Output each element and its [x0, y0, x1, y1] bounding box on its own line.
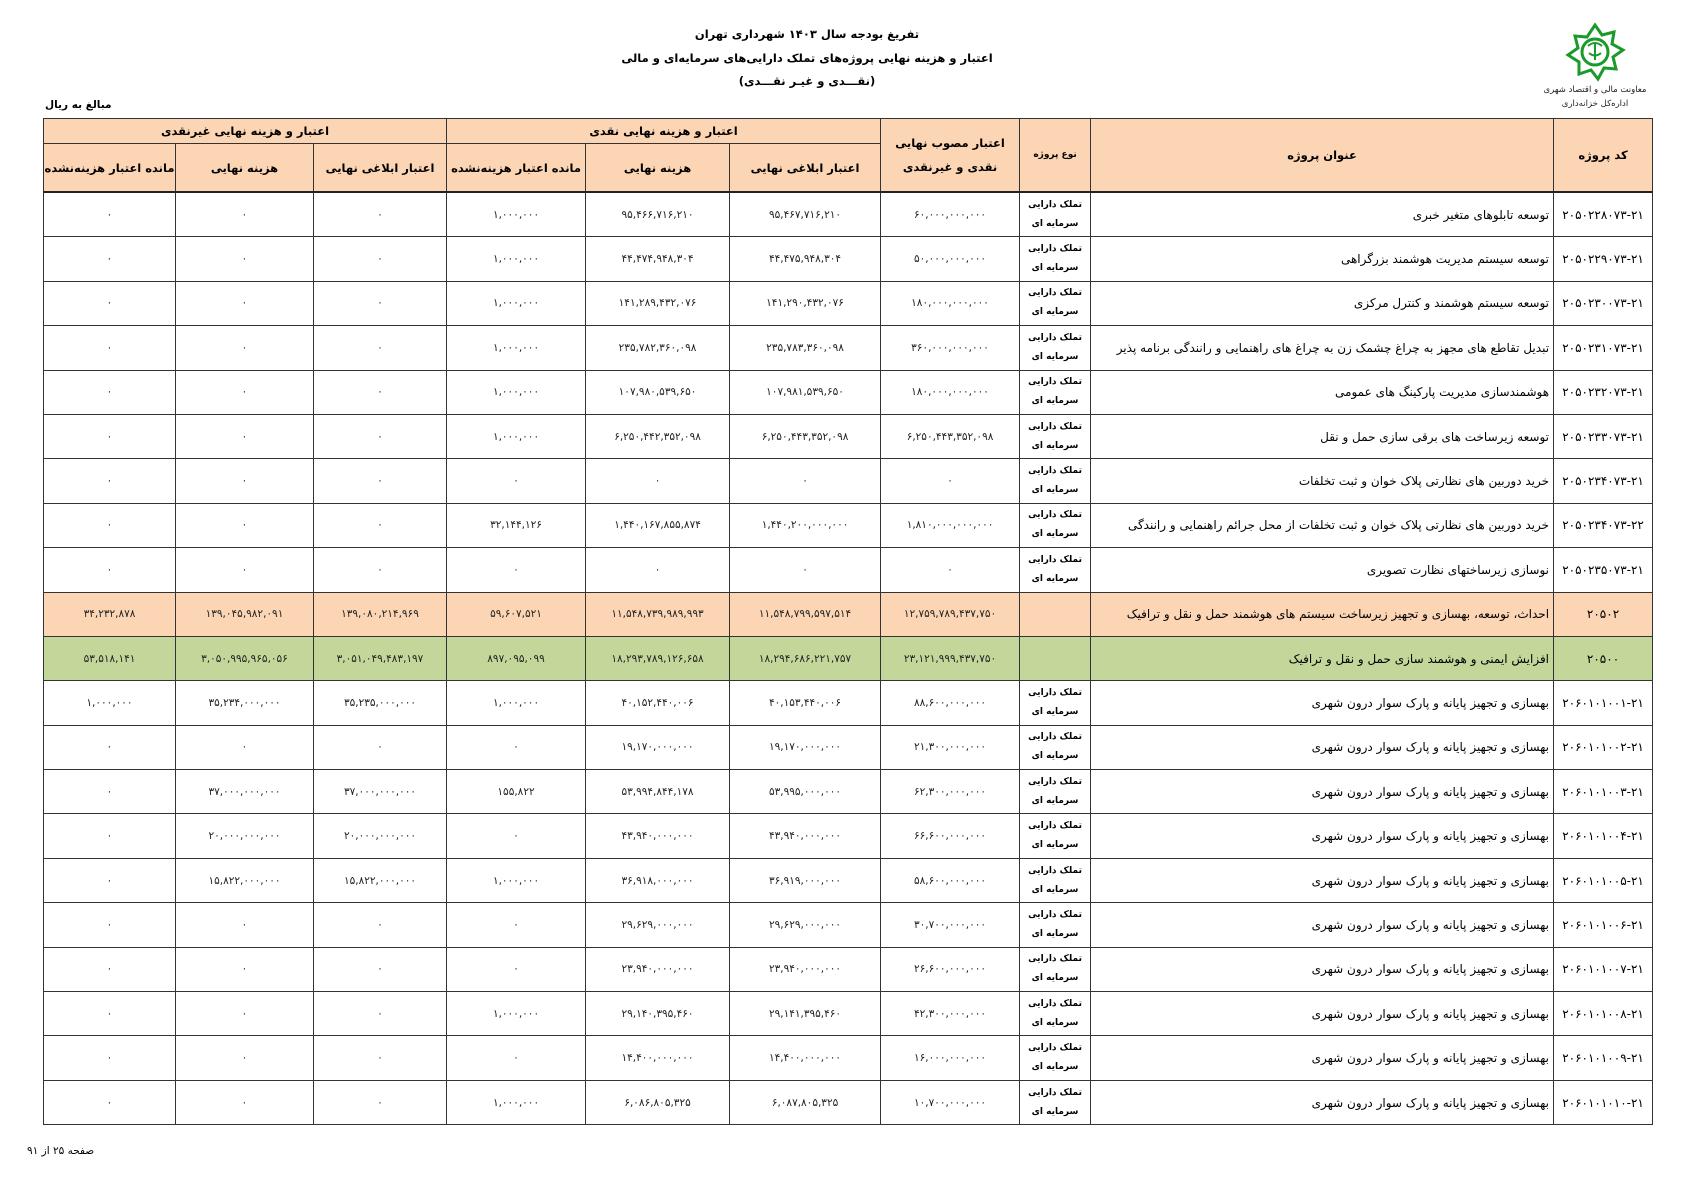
cash-notified: ۰	[730, 548, 881, 592]
project-title: بهسازی و تجهیز پایانه و پارک سوار درون شهری	[1091, 1080, 1554, 1124]
table-row	[44, 192, 1653, 237]
cash-final-cost: ۱۴,۴۰۰,۰۰۰,۰۰۰	[586, 1036, 730, 1080]
noncash-notified: ۲۰,۰۰۰,۰۰۰,۰۰۰	[314, 814, 447, 858]
cash-notified: ۹۵,۴۶۷,۷۱۶,۲۱۰	[730, 192, 881, 237]
cash-final-cost: ۲۹,۱۴۰,۳۹۵,۴۶۰	[586, 992, 730, 1036]
noncash-notified: ۰	[314, 992, 447, 1036]
project-type-line: سرمایه ای	[1031, 795, 1079, 806]
project-type	[1020, 1036, 1091, 1080]
project-type-line: تملک دارایی	[1028, 776, 1082, 787]
cash-notified: ۲۹,۶۲۹,۰۰۰,۰۰۰	[730, 903, 881, 947]
cash-remaining: ۱,۰۰۰,۰۰۰	[447, 1080, 586, 1124]
cash-notified: ۵۳,۹۹۵,۰۰۰,۰۰۰	[730, 770, 881, 814]
project-type	[1020, 992, 1091, 1036]
noncash-final-cost: ۰	[176, 503, 314, 547]
col-header-type: نوع پروژه	[1020, 119, 1091, 193]
noncash-notified: ۰	[314, 459, 447, 503]
noncash-remaining: ۰	[44, 1036, 176, 1080]
project-code: ۲۰۵۰۲۳۳۰۷۳-۲۱	[1554, 414, 1653, 458]
approved-credit: ۳۶۰,۰۰۰,۰۰۰,۰۰۰	[881, 326, 1020, 370]
noncash-final-cost: ۳۵,۲۳۴,۰۰۰,۰۰۰	[176, 681, 314, 725]
col-header-cash-final-cost: هزینه نهایی	[586, 144, 730, 193]
cash-remaining: ۱,۰۰۰,۰۰۰	[447, 192, 586, 237]
noncash-remaining: ۰	[44, 903, 176, 947]
noncash-notified: ۳۵,۲۳۵,۰۰۰,۰۰۰	[314, 681, 447, 725]
noncash-notified: ۰	[314, 414, 447, 458]
project-type	[1020, 1080, 1091, 1124]
project-type	[1020, 192, 1091, 237]
project-type-line: تملک دارایی	[1028, 821, 1082, 832]
project-title: بهسازی و تجهیز پایانه و پارک سوار درون شهری	[1091, 681, 1554, 725]
noncash-final-cost: ۰	[176, 414, 314, 458]
noncash-remaining: ۰	[44, 814, 176, 858]
cash-remaining: ۰	[447, 725, 586, 769]
noncash-final-cost: ۰	[176, 1036, 314, 1080]
noncash-final-cost: ۰	[176, 992, 314, 1036]
cash-final-cost: ۰	[586, 459, 730, 503]
noncash-remaining: ۰	[44, 192, 176, 237]
noncash-final-cost: ۰	[176, 237, 314, 281]
col-header-title: عنوان پروژه	[1091, 119, 1554, 193]
cash-remaining: ۱۵۵,۸۲۲	[447, 770, 586, 814]
project-type-line: تملک دارایی	[1028, 909, 1082, 920]
project-code: ۲۰۶۰۱۰۱۰۱۰-۲۱	[1554, 1080, 1653, 1124]
table-row	[44, 858, 1653, 902]
project-title: بهسازی و تجهیز پایانه و پارک سوار درون شهری	[1091, 947, 1554, 991]
noncash-final-cost: ۰	[176, 281, 314, 325]
cash-remaining: ۱,۰۰۰,۰۰۰	[447, 414, 586, 458]
noncash-final-cost: ۰	[176, 370, 314, 414]
col-header-noncash-remaining: مانده اعتبار هزینه‌نشده	[44, 144, 176, 193]
project-type-line: سرمایه ای	[1031, 351, 1079, 362]
noncash-remaining: ۰	[44, 370, 176, 414]
cash-final-cost: ۲۳۵,۷۸۲,۳۶۰,۰۹۸	[586, 326, 730, 370]
cash-notified: ۳۶,۹۱۹,۰۰۰,۰۰۰	[730, 858, 881, 902]
table-row	[44, 681, 1653, 725]
project-type	[1020, 326, 1091, 370]
project-title: خرید دوربین های نظارتی پلاک خوان و ثبت تخلفات از محل جرائم راهنمایی و رانندگی	[1091, 503, 1554, 547]
project-title: بهسازی و تجهیز پایانه و پارک سوار درون شهری	[1091, 725, 1554, 769]
project-type	[1020, 592, 1091, 636]
project-type-line: سرمایه ای	[1031, 751, 1079, 762]
tehran-municipality-logo	[1562, 22, 1628, 84]
currency-note: مبالغ به ریال	[45, 99, 112, 111]
project-type-line: سرمایه ای	[1031, 307, 1079, 318]
cash-final-cost: ۱۴۱,۲۸۹,۴۳۲,۰۷۶	[586, 281, 730, 325]
cash-remaining: ۱,۰۰۰,۰۰۰	[447, 281, 586, 325]
cash-notified: ۴۰,۱۵۳,۴۴۰,۰۰۶	[730, 681, 881, 725]
noncash-final-cost: ۰	[176, 947, 314, 991]
approved-credit: ۰	[881, 459, 1020, 503]
noncash-remaining: ۰	[44, 548, 176, 592]
cash-remaining: ۱,۰۰۰,۰۰۰	[447, 858, 586, 902]
table-row	[44, 459, 1653, 503]
noncash-remaining: ۳۴,۲۳۲,۸۷۸	[44, 592, 176, 636]
col-header-approved: اعتبار مصوب نهایی نقدی و غیرنقدی	[881, 119, 1020, 193]
cash-notified: ۱۹,۱۷۰,۰۰۰,۰۰۰	[730, 725, 881, 769]
project-type-line: سرمایه ای	[1031, 928, 1079, 939]
noncash-remaining: ۰	[44, 414, 176, 458]
approved-credit: ۲۳,۱۲۱,۹۹۹,۴۳۷,۷۵۰	[881, 636, 1020, 680]
noncash-notified: ۰	[314, 370, 447, 414]
project-title: افزایش ایمنی و هوشمند سازی حمل و نقل و ترافیک	[1091, 636, 1554, 680]
noncash-remaining: ۰	[44, 725, 176, 769]
table-row	[44, 814, 1653, 858]
noncash-notified: ۰	[314, 503, 447, 547]
approved-credit: ۶,۲۵۰,۴۴۳,۳۵۲,۰۹۸	[881, 414, 1020, 458]
project-code: ۲۰۶۰۱۰۱۰۰۲-۲۱	[1554, 725, 1653, 769]
project-type	[1020, 681, 1091, 725]
cash-notified: ۲۳,۹۴۰,۰۰۰,۰۰۰	[730, 947, 881, 991]
noncash-remaining: ۱,۰۰۰,۰۰۰	[44, 681, 176, 725]
project-type	[1020, 725, 1091, 769]
approved-credit: ۱۰,۷۰۰,۰۰۰,۰۰۰	[881, 1080, 1020, 1124]
project-code: ۲۰۶۰۱۰۱۰۰۸-۲۱	[1554, 992, 1653, 1036]
table-row	[44, 548, 1653, 592]
budget-table	[43, 118, 1653, 1125]
approved-credit: ۶۶,۶۰۰,۰۰۰,۰۰۰	[881, 814, 1020, 858]
approved-credit: ۱۲,۷۵۹,۷۸۹,۴۳۷,۷۵۰	[881, 592, 1020, 636]
noncash-final-cost: ۲۰,۰۰۰,۰۰۰,۰۰۰	[176, 814, 314, 858]
noncash-notified: ۳,۰۵۱,۰۴۹,۴۸۳,۱۹۷	[314, 636, 447, 680]
cash-final-cost: ۹۵,۴۶۶,۷۱۶,۲۱۰	[586, 192, 730, 237]
noncash-notified: ۱۳۹,۰۸۰,۲۱۴,۹۶۹	[314, 592, 447, 636]
total-row	[44, 636, 1653, 680]
cash-final-cost: ۱۰۷,۹۸۰,۵۳۹,۶۵۰	[586, 370, 730, 414]
noncash-remaining: ۰	[44, 947, 176, 991]
approved-credit: ۴۲,۳۰۰,۰۰۰,۰۰۰	[881, 992, 1020, 1036]
cash-remaining: ۱,۰۰۰,۰۰۰	[447, 326, 586, 370]
cash-notified: ۱۱,۵۴۸,۷۹۹,۵۹۷,۵۱۴	[730, 592, 881, 636]
project-code: ۲۰۵۰۲۲۸۰۷۳-۲۱	[1554, 192, 1653, 237]
noncash-notified: ۰	[314, 281, 447, 325]
col-group-noncash: اعتبار و هزینه نهایی غیرنقدی	[44, 119, 447, 144]
cash-notified: ۶,۲۵۰,۴۴۳,۳۵۲,۰۹۸	[730, 414, 881, 458]
project-title: بهسازی و تجهیز پایانه و پارک سوار درون شهری	[1091, 1036, 1554, 1080]
project-code: ۲۰۶۰۱۰۱۰۰۳-۲۱	[1554, 770, 1653, 814]
project-code: ۲۰۵۰۲۳۲۰۷۳-۲۱	[1554, 370, 1653, 414]
cash-remaining: ۰	[447, 814, 586, 858]
noncash-final-cost: ۳,۰۵۰,۹۹۵,۹۶۵,۰۵۶	[176, 636, 314, 680]
project-code: ۲۰۶۰۱۰۱۰۰۴-۲۱	[1554, 814, 1653, 858]
approved-credit: ۱۶,۰۰۰,۰۰۰,۰۰۰	[881, 1036, 1020, 1080]
project-type	[1020, 414, 1091, 458]
noncash-final-cost: ۰	[176, 903, 314, 947]
project-type-line: سرمایه ای	[1031, 218, 1079, 229]
cash-final-cost: ۱۸,۲۹۳,۷۸۹,۱۲۶,۶۵۸	[586, 636, 730, 680]
project-type-line: سرمایه ای	[1031, 529, 1079, 540]
project-type-line: تملک دارایی	[1028, 998, 1082, 1009]
cash-notified: ۱۴۱,۲۹۰,۴۳۲,۰۷۶	[730, 281, 881, 325]
subtotal-row	[44, 592, 1653, 636]
cash-final-cost: ۶,۲۵۰,۴۴۲,۳۵۲,۰۹۸	[586, 414, 730, 458]
project-type-line: سرمایه ای	[1031, 440, 1079, 451]
noncash-final-cost: ۰	[176, 1080, 314, 1124]
cash-remaining: ۰	[447, 1036, 586, 1080]
project-type	[1020, 858, 1091, 902]
noncash-notified: ۰	[314, 1036, 447, 1080]
cash-notified: ۴۴,۴۷۵,۹۴۸,۳۰۴	[730, 237, 881, 281]
project-type-line: تملک دارایی	[1028, 865, 1082, 876]
project-type-line: تملک دارایی	[1028, 199, 1082, 210]
cash-notified: ۲۹,۱۴۱,۳۹۵,۴۶۰	[730, 992, 881, 1036]
project-title: بهسازی و تجهیز پایانه و پارک سوار درون شهری	[1091, 858, 1554, 902]
cash-notified: ۱,۴۴۰,۲۰۰,۰۰۰,۰۰۰	[730, 503, 881, 547]
noncash-notified: ۳۷,۰۰۰,۰۰۰,۰۰۰	[314, 770, 447, 814]
project-title: بهسازی و تجهیز پایانه و پارک سوار درون شهری	[1091, 770, 1554, 814]
approved-credit: ۵۰,۰۰۰,۰۰۰,۰۰۰	[881, 237, 1020, 281]
approved-credit: ۰	[881, 548, 1020, 592]
project-type	[1020, 237, 1091, 281]
project-type	[1020, 503, 1091, 547]
project-type	[1020, 548, 1091, 592]
cash-notified: ۱۴,۴۰۰,۰۰۰,۰۰۰	[730, 1036, 881, 1080]
col-header-code: کد پروژه	[1554, 119, 1653, 193]
project-type-line: سرمایه ای	[1031, 396, 1079, 407]
noncash-notified: ۰	[314, 237, 447, 281]
table-row	[44, 370, 1653, 414]
project-type-line: سرمایه ای	[1031, 973, 1079, 984]
approved-credit: ۱۸۰,۰۰۰,۰۰۰,۰۰۰	[881, 370, 1020, 414]
project-type-line: سرمایه ای	[1031, 840, 1079, 851]
table-row	[44, 725, 1653, 769]
project-type-line: تملک دارایی	[1028, 332, 1082, 343]
project-type	[1020, 370, 1091, 414]
project-type-line: تملک دارایی	[1028, 377, 1082, 388]
project-code: ۲۰۵۰۲۳۴۰۷۳-۲۲	[1554, 503, 1653, 547]
cash-notified: ۱۰۷,۹۸۱,۵۳۹,۶۵۰	[730, 370, 881, 414]
table-row	[44, 947, 1653, 991]
project-title: توسعه سیستم هوشمند و کنترل مرکزی	[1091, 281, 1554, 325]
noncash-notified: ۰	[314, 326, 447, 370]
project-code: ۲۰۵۰۰	[1554, 636, 1653, 680]
cash-notified: ۱۸,۲۹۴,۶۸۶,۲۲۱,۷۵۷	[730, 636, 881, 680]
noncash-remaining: ۵۳,۵۱۸,۱۴۱	[44, 636, 176, 680]
cash-remaining: ۱,۰۰۰,۰۰۰	[447, 992, 586, 1036]
project-type-line: تملک دارایی	[1028, 687, 1082, 698]
approved-credit: ۵۸,۶۰۰,۰۰۰,۰۰۰	[881, 858, 1020, 902]
project-type-line: تملک دارایی	[1028, 1087, 1082, 1098]
report-title: تفریغ بودجه سال ۱۴۰۳ شهرداری تهران	[694, 27, 920, 41]
cash-remaining: ۰	[447, 947, 586, 991]
project-type-line: تملک دارایی	[1028, 510, 1082, 521]
project-code: ۲۰۶۰۱۰۱۰۰۶-۲۱	[1554, 903, 1653, 947]
cash-remaining: ۰	[447, 548, 586, 592]
noncash-notified: ۰	[314, 947, 447, 991]
project-code: ۲۰۵۰۲۳۴۰۷۳-۲۱	[1554, 459, 1653, 503]
project-type-line: سرمایه ای	[1031, 485, 1079, 496]
cash-remaining: ۰	[447, 459, 586, 503]
approved-credit: ۶۲,۳۰۰,۰۰۰,۰۰۰	[881, 770, 1020, 814]
col-header-cash-remaining: مانده اعتبار هزینه‌نشده	[447, 144, 586, 193]
cash-final-cost: ۱,۴۴۰,۱۶۷,۸۵۵,۸۷۴	[586, 503, 730, 547]
project-code: ۲۰۵۰۲۲۹۰۷۳-۲۱	[1554, 237, 1653, 281]
project-title: توسعه سیستم مدیریت هوشمند بزرگراهی	[1091, 237, 1554, 281]
report-subtitle-type: (نقـــدی و غیـر نقـــدی)	[738, 74, 876, 88]
project-type	[1020, 770, 1091, 814]
table-row	[44, 326, 1653, 370]
cash-notified: ۲۳۵,۷۸۳,۳۶۰,۰۹۸	[730, 326, 881, 370]
cash-final-cost: ۲۹,۶۲۹,۰۰۰,۰۰۰	[586, 903, 730, 947]
col-header-cash-notified: اعتبار ابلاغی نهایی	[730, 144, 881, 193]
cash-final-cost: ۱۹,۱۷۰,۰۰۰,۰۰۰	[586, 725, 730, 769]
project-code: ۲۰۵۰۲۳۰۰۷۳-۲۱	[1554, 281, 1653, 325]
project-title: توسعه تابلوهای متغیر خبری	[1091, 192, 1554, 237]
logo-caption-treasury: اداره‌کل خزانه‌داری	[1561, 99, 1629, 109]
cash-notified: ۶,۰۸۷,۸۰۵,۳۲۵	[730, 1080, 881, 1124]
approved-credit: ۲۶,۶۰۰,۰۰۰,۰۰۰	[881, 947, 1020, 991]
cash-remaining: ۰	[447, 903, 586, 947]
noncash-final-cost: ۰	[176, 326, 314, 370]
project-type	[1020, 281, 1091, 325]
noncash-final-cost: ۰	[176, 548, 314, 592]
project-title: هوشمندسازی مدیریت پارکینگ های عمومی	[1091, 370, 1554, 414]
cash-final-cost: ۱۱,۵۴۸,۷۳۹,۹۸۹,۹۹۳	[586, 592, 730, 636]
noncash-remaining: ۰	[44, 326, 176, 370]
project-type-line: تملک دارایی	[1028, 954, 1082, 965]
project-code: ۲۰۶۰۱۰۱۰۰۱-۲۱	[1554, 681, 1653, 725]
project-type-line: تملک دارایی	[1028, 732, 1082, 743]
noncash-remaining: ۰	[44, 1080, 176, 1124]
project-code: ۲۰۶۰۱۰۱۰۰۷-۲۱	[1554, 947, 1653, 991]
project-type-line: تملک دارایی	[1028, 288, 1082, 299]
cash-remaining: ۱,۰۰۰,۰۰۰	[447, 370, 586, 414]
noncash-notified: ۰	[314, 725, 447, 769]
table-row	[44, 770, 1653, 814]
noncash-final-cost: ۱۵,۸۲۲,۰۰۰,۰۰۰	[176, 858, 314, 902]
project-type-line: تملک دارایی	[1028, 421, 1082, 432]
approved-credit: ۲۱,۳۰۰,۰۰۰,۰۰۰	[881, 725, 1020, 769]
col-header-noncash-final-cost: هزینه نهایی	[176, 144, 314, 193]
cash-final-cost: ۴۳,۹۴۰,۰۰۰,۰۰۰	[586, 814, 730, 858]
approved-credit: ۱۸۰,۰۰۰,۰۰۰,۰۰۰	[881, 281, 1020, 325]
report-subtitle: اعتبار و هزینه نهایی پروژه‌های تملک دارایی‌های سرمایه‌ای و مالی	[621, 51, 993, 65]
project-type-line: سرمایه ای	[1031, 1062, 1079, 1073]
noncash-remaining: ۰	[44, 281, 176, 325]
noncash-notified: ۰	[314, 548, 447, 592]
project-code: ۲۰۵۰۲۳۵۰۷۳-۲۱	[1554, 548, 1653, 592]
project-type	[1020, 903, 1091, 947]
cash-final-cost: ۰	[586, 548, 730, 592]
project-type-line: تملک دارایی	[1028, 244, 1082, 255]
approved-credit: ۱,۸۱۰,۰۰۰,۰۰۰,۰۰۰	[881, 503, 1020, 547]
project-title: احداث، توسعه، بهسازی و تجهیز زیرساخت سیستم های هوشمند حمل و نقل و ترافیک	[1091, 592, 1554, 636]
table-row	[44, 1036, 1653, 1080]
table-row	[44, 503, 1653, 547]
project-type-line: سرمایه ای	[1031, 1017, 1079, 1028]
cash-remaining: ۵۹,۶۰۷,۵۲۱	[447, 592, 586, 636]
project-type-line: سرمایه ای	[1031, 706, 1079, 717]
cash-final-cost: ۴۴,۴۷۴,۹۴۸,۳۰۴	[586, 237, 730, 281]
noncash-remaining: ۰	[44, 459, 176, 503]
cash-remaining: ۸۹۷,۰۹۵,۰۹۹	[447, 636, 586, 680]
table-row	[44, 414, 1653, 458]
project-title: توسعه زیرساخت های برقی سازی حمل و نقل	[1091, 414, 1554, 458]
project-type-line: تملک دارایی	[1028, 1043, 1082, 1054]
noncash-notified: ۰	[314, 192, 447, 237]
table-row	[44, 1080, 1653, 1124]
table-row	[44, 281, 1653, 325]
noncash-remaining: ۰	[44, 858, 176, 902]
approved-credit: ۶۰,۰۰۰,۰۰۰,۰۰۰	[881, 192, 1020, 237]
page-number: صفحه ۲۵ از ۹۱	[27, 1145, 95, 1157]
project-type	[1020, 459, 1091, 503]
project-code: ۲۰۶۰۱۰۱۰۰۵-۲۱	[1554, 858, 1653, 902]
noncash-remaining: ۰	[44, 770, 176, 814]
noncash-final-cost: ۱۳۹,۰۴۵,۹۸۲,۰۹۱	[176, 592, 314, 636]
project-type	[1020, 947, 1091, 991]
project-type	[1020, 814, 1091, 858]
project-title: نوسازی زیرساختهای نظارت تصویری	[1091, 548, 1554, 592]
col-header-noncash-notified: اعتبار ابلاغی نهایی	[314, 144, 447, 193]
project-code: ۲۰۵۰۲	[1554, 592, 1653, 636]
noncash-notified: ۰	[314, 1080, 447, 1124]
project-title: تبدیل تقاطع های مجهز به چراغ چشمک زن به چراغ های راهنمایی و رانندگی برنامه پذیر	[1091, 326, 1554, 370]
noncash-notified: ۱۵,۸۲۲,۰۰۰,۰۰۰	[314, 858, 447, 902]
noncash-notified: ۰	[314, 903, 447, 947]
project-code: ۲۰۵۰۲۳۱۰۷۳-۲۱	[1554, 326, 1653, 370]
table-row	[44, 992, 1653, 1036]
project-type	[1020, 636, 1091, 680]
cash-remaining: ۱,۰۰۰,۰۰۰	[447, 237, 586, 281]
cash-final-cost: ۲۳,۹۴۰,۰۰۰,۰۰۰	[586, 947, 730, 991]
cash-notified: ۴۳,۹۴۰,۰۰۰,۰۰۰	[730, 814, 881, 858]
cash-final-cost: ۳۶,۹۱۸,۰۰۰,۰۰۰	[586, 858, 730, 902]
project-title: بهسازی و تجهیز پایانه و پارک سوار درون شهری	[1091, 814, 1554, 858]
project-title: بهسازی و تجهیز پایانه و پارک سوار درون شهری	[1091, 903, 1554, 947]
noncash-final-cost: ۳۷,۰۰۰,۰۰۰,۰۰۰	[176, 770, 314, 814]
col-group-cash: اعتبار و هزینه نهایی نقدی	[447, 119, 881, 144]
noncash-remaining: ۰	[44, 237, 176, 281]
project-title: خرید دوربین های نظارتی پلاک خوان و ثبت تخلفات	[1091, 459, 1554, 503]
noncash-final-cost: ۰	[176, 192, 314, 237]
approved-credit: ۳۰,۷۰۰,۰۰۰,۰۰۰	[881, 903, 1020, 947]
project-title: بهسازی و تجهیز پایانه و پارک سوار درون شهری	[1091, 992, 1554, 1036]
project-type-line: تملک دارایی	[1028, 554, 1082, 565]
cash-remaining: ۳۲,۱۴۴,۱۲۶	[447, 503, 586, 547]
noncash-remaining: ۰	[44, 992, 176, 1036]
noncash-final-cost: ۰	[176, 725, 314, 769]
cash-final-cost: ۴۰,۱۵۲,۴۴۰,۰۰۶	[586, 681, 730, 725]
project-type-line: سرمایه ای	[1031, 263, 1079, 274]
cash-remaining: ۱,۰۰۰,۰۰۰	[447, 681, 586, 725]
cash-notified: ۰	[730, 459, 881, 503]
noncash-remaining: ۰	[44, 503, 176, 547]
cash-final-cost: ۶,۰۸۶,۸۰۵,۳۲۵	[586, 1080, 730, 1124]
table-row	[44, 237, 1653, 281]
noncash-final-cost: ۰	[176, 459, 314, 503]
project-type-line: سرمایه ای	[1031, 1106, 1079, 1117]
project-code: ۲۰۶۰۱۰۱۰۰۹-۲۱	[1554, 1036, 1653, 1080]
logo-caption-deputy: معاونت مالی و اقتصاد شهری	[1543, 85, 1647, 95]
project-type-line: سرمایه ای	[1031, 884, 1079, 895]
project-type-line: سرمایه ای	[1031, 573, 1079, 584]
cash-final-cost: ۵۳,۹۹۴,۸۴۴,۱۷۸	[586, 770, 730, 814]
table-row	[44, 903, 1653, 947]
approved-credit: ۸۸,۶۰۰,۰۰۰,۰۰۰	[881, 681, 1020, 725]
project-type-line: تملک دارایی	[1028, 466, 1082, 477]
